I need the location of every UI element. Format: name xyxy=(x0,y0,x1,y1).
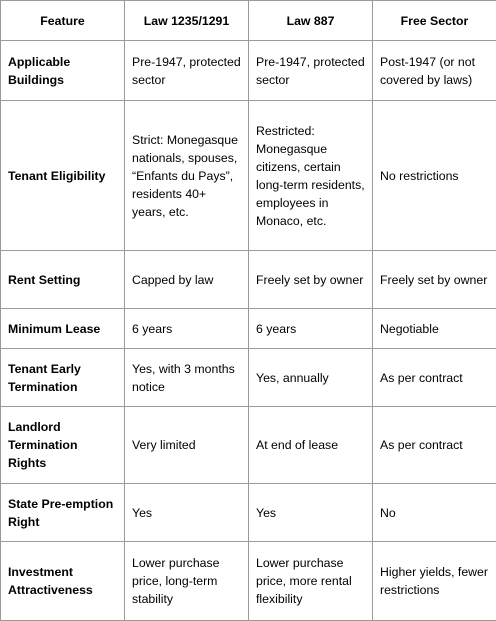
law-887-cell: Restricted: Monegasque citizens, certain long-term residents, employees in Monaco, etc. xyxy=(249,101,373,251)
feature-cell: Minimum Lease xyxy=(1,309,125,349)
table-row xyxy=(1,349,496,407)
law-1235-cell: Lower purchase price, long-term stability xyxy=(125,542,249,621)
law-887-cell: Lower purchase price, more rental flexibility xyxy=(249,542,373,621)
law-887-cell: At end of lease xyxy=(249,407,373,484)
law-1235-cell: Pre-1947, protected sector xyxy=(125,41,249,101)
free-sector-cell: Freely set by owner xyxy=(373,251,496,309)
feature-cell: Rent Setting xyxy=(1,251,125,309)
table-row xyxy=(1,309,496,349)
free-sector-cell: Negotiable xyxy=(373,309,496,349)
table-row xyxy=(1,407,496,484)
free-sector-cell: No restrictions xyxy=(373,101,496,251)
free-sector-cell: As per contract xyxy=(373,407,496,484)
law-887-cell: Yes xyxy=(249,484,373,542)
table-row xyxy=(1,101,496,251)
feature-cell: Investment Attractiveness xyxy=(1,542,125,621)
table-row xyxy=(1,251,496,309)
law-1235-cell: Capped by law xyxy=(125,251,249,309)
law-1235-cell: Yes xyxy=(125,484,249,542)
free-sector-cell: No xyxy=(373,484,496,542)
law-887-cell: Pre-1947, protected sector xyxy=(249,41,373,101)
header-law-887: Law 887 xyxy=(249,1,373,41)
table-row xyxy=(1,542,496,621)
feature-cell: Applicable Buildings xyxy=(1,41,125,101)
table-row xyxy=(1,484,496,542)
header-row xyxy=(1,1,496,41)
feature-cell: Tenant Early Termination xyxy=(1,349,125,407)
law-887-cell: Freely set by owner xyxy=(249,251,373,309)
free-sector-cell: Higher yields, fewer restrictions xyxy=(373,542,496,621)
table-row xyxy=(1,41,496,101)
free-sector-cell: As per contract xyxy=(373,349,496,407)
feature-cell: Landlord Termination Rights xyxy=(1,407,125,484)
header-feature: Feature xyxy=(1,1,125,41)
law-1235-cell: Very limited xyxy=(125,407,249,484)
free-sector-cell: Post-1947 (or not covered by laws) xyxy=(373,41,496,101)
header-law-1235-1291: Law 1235/1291 xyxy=(125,1,249,41)
feature-cell: Tenant Eligibility xyxy=(1,101,125,251)
law-887-cell: 6 years xyxy=(249,309,373,349)
law-887-cell: Yes, annually xyxy=(249,349,373,407)
law-1235-cell: Strict: Monegasque nationals, spouses, “Enfants du Pays”, residents 40+ years, etc. xyxy=(125,101,249,251)
feature-cell: State Pre-emption Right xyxy=(1,484,125,542)
law-1235-cell: Yes, with 3 months notice xyxy=(125,349,249,407)
law-1235-cell: 6 years xyxy=(125,309,249,349)
header-free-sector: Free Sector xyxy=(373,1,496,41)
